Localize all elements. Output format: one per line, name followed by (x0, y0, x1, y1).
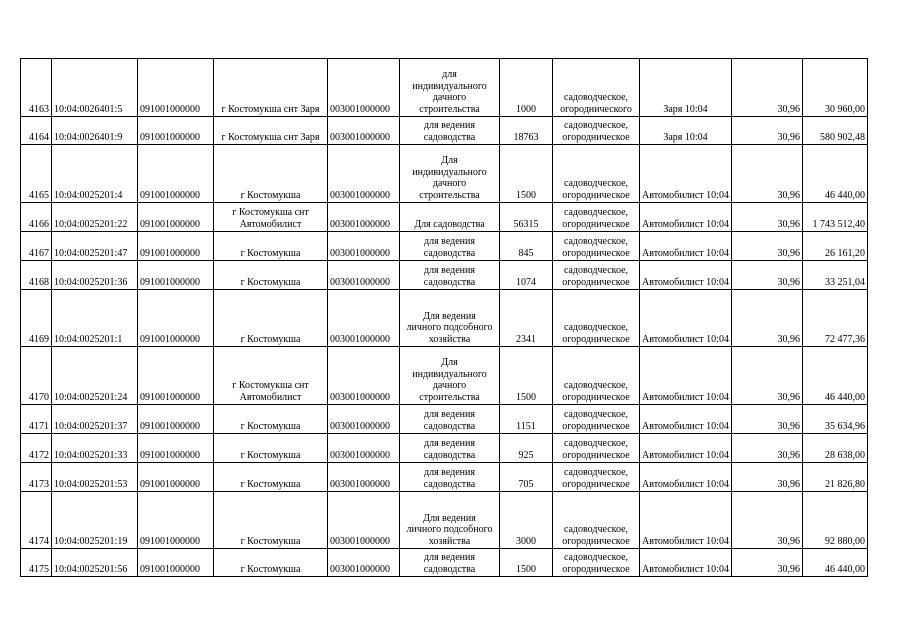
address-cell (214, 145, 328, 203)
cadastral-number-cell: 10:04:0026401:9 (52, 117, 138, 145)
oktmo-cell: 003001000000 (328, 405, 400, 434)
land-category-cell-line: садоводческое, (563, 207, 629, 218)
row-number-cell: 4175 (21, 549, 52, 577)
cadastral-quarter-cell: Автомобилист 10:04 (640, 203, 732, 232)
specific-value-cell: 30,96 (731, 405, 802, 434)
address-cell-line: Автомобилист (239, 218, 302, 230)
land-category-cell-line: огородническое (562, 333, 630, 345)
permitted-use-cell (400, 232, 500, 261)
table-row (21, 203, 868, 232)
row-number-cell: 4171 (21, 405, 52, 434)
land-category-cell-line: садоводческое, (563, 178, 629, 189)
row-number-cell: 4174 (21, 492, 52, 549)
land-category-cell-line: огородническое (562, 478, 630, 490)
area-cell: 1500 (500, 145, 553, 203)
cadastral-quarter-cell: Автомобилист 10:04 (640, 261, 732, 290)
permitted-use-cell-line: для ведения (424, 265, 475, 276)
land-category-cell-line: огородническое (562, 218, 630, 230)
land-category-cell-line: садоводческое, (563, 438, 629, 449)
cadastral-value-cell: 35 634,96 (802, 405, 867, 434)
address-cell (214, 290, 328, 347)
land-category-cell (553, 145, 640, 203)
cadastral-number-cell: 10:04:0025201:22 (52, 203, 138, 232)
address-cell (214, 203, 328, 232)
area-cell: 1074 (500, 261, 553, 290)
permitted-use-cell-line: для ведения (424, 438, 475, 449)
address-cell (214, 59, 328, 117)
permitted-use-cell (400, 549, 500, 577)
address-cell (214, 261, 328, 290)
permitted-use-cell-line: строительства (419, 391, 480, 403)
cadastral-value-cell: 46 440,00 (802, 145, 867, 203)
land-category-cell-line: садоводческое, (563, 467, 629, 478)
oktmo-cell: 003001000000 (328, 117, 400, 145)
cadastral-number-cell: 10:04:0025201:37 (52, 405, 138, 434)
land-category-cell (553, 261, 640, 290)
address-cell-line: г Костомукша (240, 535, 301, 547)
area-cell: 925 (500, 434, 553, 463)
cadastral-quarter-cell: Автомобилист 10:04 (640, 463, 732, 492)
area-cell: 1500 (500, 347, 553, 405)
address-cell (214, 117, 328, 145)
address-cell-line: г Костомукша (240, 247, 301, 259)
specific-value-cell: 30,96 (731, 492, 802, 549)
oktmo-cell: 003001000000 (328, 145, 400, 203)
cadastral-value-cell: 92 880,00 (802, 492, 867, 549)
code-cell: 091001000000 (138, 434, 214, 463)
address-cell (214, 434, 328, 463)
address-cell-line: г Костомукша (240, 420, 301, 432)
code-cell: 091001000000 (138, 232, 214, 261)
cadastral-number-cell: 10:04:0025201:33 (52, 434, 138, 463)
cadastral-value-table (20, 58, 868, 577)
land-category-cell-line: огородническое (562, 189, 630, 201)
oktmo-cell: 003001000000 (328, 59, 400, 117)
land-category-cell-line: садоводческое, (563, 552, 629, 563)
cadastral-value-cell: 26 161,20 (802, 232, 867, 261)
code-cell: 091001000000 (138, 347, 214, 405)
table-row (21, 463, 868, 492)
permitted-use-cell-line: строительства (419, 103, 480, 115)
row-number-cell: 4170 (21, 347, 52, 405)
permitted-use-cell-line: Для ведения (423, 512, 476, 524)
permitted-use-cell (400, 463, 500, 492)
permitted-use-cell (400, 145, 500, 203)
permitted-use-cell-line: для ведения (424, 467, 475, 478)
specific-value-cell: 30,96 (731, 290, 802, 347)
code-cell: 091001000000 (138, 463, 214, 492)
area-cell: 845 (500, 232, 553, 261)
land-category-cell (553, 59, 640, 117)
table-row (21, 492, 868, 549)
area-cell: 1500 (500, 549, 553, 577)
land-category-cell (553, 492, 640, 549)
permitted-use-cell-line: строительства (419, 189, 480, 201)
specific-value-cell: 30,96 (731, 59, 802, 117)
permitted-use-cell (400, 492, 500, 549)
address-cell (214, 232, 328, 261)
cadastral-value-cell: 72 477,36 (802, 290, 867, 347)
permitted-use-cell-line: для ведения (424, 236, 475, 247)
cadastral-number-cell: 10:04:0025201:47 (52, 232, 138, 261)
specific-value-cell: 30,96 (731, 117, 802, 145)
row-number-cell: 4165 (21, 145, 52, 203)
land-category-cell-line: огородническое (562, 131, 630, 143)
code-cell: 091001000000 (138, 261, 214, 290)
cadastral-number-cell: 10:04:0025201:24 (52, 347, 138, 405)
cadastral-value-cell: 30 960,00 (802, 59, 867, 117)
permitted-use-cell-line: садоводства (423, 478, 476, 490)
land-category-cell (553, 232, 640, 261)
area-cell: 1151 (500, 405, 553, 434)
row-number-cell: 4169 (21, 290, 52, 347)
cadastral-quarter-cell: Автомобилист 10:04 (640, 145, 732, 203)
specific-value-cell: 30,96 (731, 203, 802, 232)
land-category-cell (553, 463, 640, 492)
code-cell: 091001000000 (138, 405, 214, 434)
table-row (21, 59, 868, 117)
cadastral-quarter-cell: Автомобилист 10:04 (640, 405, 732, 434)
address-cell-line: г Костомукша снт Заря (221, 103, 320, 115)
specific-value-cell: 30,96 (731, 347, 802, 405)
cadastral-value-cell: 46 440,00 (802, 347, 867, 405)
cadastral-quarter-cell: Автомобилист 10:04 (640, 492, 732, 549)
permitted-use-cell (400, 261, 500, 290)
code-cell: 091001000000 (138, 549, 214, 577)
table-row (21, 434, 868, 463)
cadastral-quarter-cell: Автомобилист 10:04 (640, 434, 732, 463)
permitted-use-cell-line: дачного (432, 380, 467, 391)
code-cell: 091001000000 (138, 290, 214, 347)
permitted-use-cell-line: садоводства (423, 131, 476, 143)
permitted-use-cell-line: садоводства (423, 449, 476, 461)
oktmo-cell: 003001000000 (328, 290, 400, 347)
permitted-use-cell-line: индивидуального (412, 80, 487, 92)
oktmo-cell: 003001000000 (328, 463, 400, 492)
oktmo-cell: 003001000000 (328, 261, 400, 290)
permitted-use-cell-line: для ведения (424, 409, 475, 420)
permitted-use-cell-line: Для (441, 357, 458, 368)
address-cell-line: г Костомукша снт Заря (221, 131, 320, 143)
permitted-use-cell-line: для ведения (424, 120, 475, 131)
permitted-use-cell-line: Для садоводства (414, 218, 485, 230)
land-category-cell (553, 203, 640, 232)
row-number-cell: 4163 (21, 59, 52, 117)
land-category-cell-line: огородническое (562, 276, 630, 288)
permitted-use-cell-line: хозяйства (428, 535, 471, 547)
area-cell: 56315 (500, 203, 553, 232)
permitted-use-cell-line: дачного (432, 92, 467, 103)
row-number-cell: 4164 (21, 117, 52, 145)
code-cell: 091001000000 (138, 117, 214, 145)
land-category-cell-line: садоводческое, (563, 322, 629, 333)
table-row (21, 232, 868, 261)
address-cell (214, 492, 328, 549)
specific-value-cell: 30,96 (731, 145, 802, 203)
address-cell-line: г Костомукша (240, 478, 301, 490)
land-category-cell-line: садоводческое, (563, 236, 629, 247)
oktmo-cell: 003001000000 (328, 232, 400, 261)
code-cell: 091001000000 (138, 145, 214, 203)
permitted-use-cell (400, 59, 500, 117)
specific-value-cell: 30,96 (731, 232, 802, 261)
cadastral-quarter-cell: Автомобилист 10:04 (640, 290, 732, 347)
cadastral-number-cell: 10:04:0025201:4 (52, 145, 138, 203)
oktmo-cell: 003001000000 (328, 347, 400, 405)
permitted-use-cell-line: Для ведения (423, 310, 476, 322)
oktmo-cell: 003001000000 (328, 203, 400, 232)
table-row (21, 549, 868, 577)
permitted-use-cell-line: садоводства (423, 420, 476, 432)
permitted-use-cell-line: для (442, 69, 457, 80)
address-cell (214, 405, 328, 434)
land-category-cell-line: огородническое (562, 535, 630, 547)
area-cell: 1000 (500, 59, 553, 117)
table-row (21, 347, 868, 405)
address-cell-line: г Костомукша (240, 333, 301, 345)
permitted-use-cell-line: дачного (432, 178, 467, 189)
land-category-cell-line: садоводческое, (563, 265, 629, 276)
row-number-cell: 4166 (21, 203, 52, 232)
permitted-use-cell-line: индивидуального (412, 368, 487, 380)
oktmo-cell: 003001000000 (328, 434, 400, 463)
land-category-cell (553, 290, 640, 347)
cadastral-quarter-cell: Заря 10:04 (640, 59, 732, 117)
specific-value-cell: 30,96 (731, 463, 802, 492)
permitted-use-cell (400, 203, 500, 232)
specific-value-cell: 30,96 (731, 261, 802, 290)
table-row (21, 117, 868, 145)
address-cell (214, 347, 328, 405)
permitted-use-cell (400, 347, 500, 405)
area-cell: 2341 (500, 290, 553, 347)
permitted-use-cell-line: хозяйства (428, 333, 471, 345)
land-category-cell-line: садоводческое, (563, 409, 629, 420)
permitted-use-cell (400, 290, 500, 347)
land-category-cell (553, 549, 640, 577)
table-body (21, 59, 868, 577)
address-cell-line: г Костомукша (240, 563, 301, 575)
permitted-use-cell-line: индивидуального (412, 166, 487, 178)
row-number-cell: 4167 (21, 232, 52, 261)
table-row (21, 290, 868, 347)
cadastral-value-cell: 28 638,00 (802, 434, 867, 463)
code-cell: 091001000000 (138, 203, 214, 232)
land-category-cell-line: огородническое (562, 449, 630, 461)
code-cell: 091001000000 (138, 59, 214, 117)
cadastral-quarter-cell: Автомобилист 10:04 (640, 549, 732, 577)
cadastral-value-cell: 1 743 512,40 (802, 203, 867, 232)
land-category-cell-line: огородническое (562, 391, 630, 403)
row-number-cell: 4172 (21, 434, 52, 463)
land-category-cell-line: садоводческое, (563, 120, 629, 131)
permitted-use-cell (400, 405, 500, 434)
address-cell-line: г Костомукша (240, 276, 301, 288)
land-category-cell (553, 434, 640, 463)
permitted-use-cell-line: Для (441, 155, 458, 166)
cadastral-number-cell: 10:04:0025201:19 (52, 492, 138, 549)
land-category-cell-line: огородническое (562, 247, 630, 259)
area-cell: 18763 (500, 117, 553, 145)
cadastral-quarter-cell: Заря 10:04 (640, 117, 732, 145)
land-category-cell-line: огороднического (560, 103, 632, 115)
address-cell-line: Автомобилист (239, 391, 302, 403)
address-cell (214, 549, 328, 577)
permitted-use-cell-line: садоводства (423, 276, 476, 288)
land-category-cell-line: садоводческое, (563, 92, 629, 103)
address-cell (214, 463, 328, 492)
cadastral-quarter-cell: Автомобилист 10:04 (640, 232, 732, 261)
address-cell-line: г Костомукша снт (232, 207, 309, 218)
land-category-cell-line: садоводческое, (563, 524, 629, 535)
land-category-cell-line: огородническое (562, 420, 630, 432)
cadastral-value-cell: 33 251,04 (802, 261, 867, 290)
oktmo-cell: 003001000000 (328, 549, 400, 577)
code-cell: 091001000000 (138, 492, 214, 549)
specific-value-cell: 30,96 (731, 549, 802, 577)
row-number-cell: 4168 (21, 261, 52, 290)
cadastral-number-cell: 10:04:0026401:5 (52, 59, 138, 117)
cadastral-quarter-cell: Автомобилист 10:04 (640, 347, 732, 405)
address-cell-line: г Костомукша (240, 189, 301, 201)
cadastral-value-cell: 580 902,48 (802, 117, 867, 145)
oktmo-cell: 003001000000 (328, 492, 400, 549)
land-category-cell (553, 117, 640, 145)
area-cell: 3000 (500, 492, 553, 549)
cadastral-number-cell: 10:04:0025201:36 (52, 261, 138, 290)
permitted-use-cell-line: для ведения (424, 552, 475, 563)
cadastral-number-cell: 10:04:0025201:1 (52, 290, 138, 347)
table-row (21, 145, 868, 203)
permitted-use-cell-line: личного подсобного (406, 322, 493, 333)
permitted-use-cell-line: садоводства (423, 563, 476, 575)
row-number-cell: 4173 (21, 463, 52, 492)
permitted-use-cell (400, 434, 500, 463)
address-cell-line: г Костомукша (240, 449, 301, 461)
land-category-cell-line: садоводческое, (563, 380, 629, 391)
table-row (21, 261, 868, 290)
cadastral-value-cell: 46 440,00 (802, 549, 867, 577)
permitted-use-cell (400, 117, 500, 145)
area-cell: 705 (500, 463, 553, 492)
table-row (21, 405, 868, 434)
cadastral-number-cell: 10:04:0025201:53 (52, 463, 138, 492)
permitted-use-cell-line: садоводства (423, 247, 476, 259)
land-category-cell-line: огородническое (562, 563, 630, 575)
address-cell-line: г Костомукша снт (232, 380, 309, 391)
cadastral-number-cell: 10:04:0025201:56 (52, 549, 138, 577)
land-category-cell (553, 405, 640, 434)
cadastral-value-cell: 21 826,80 (802, 463, 867, 492)
permitted-use-cell-line: личного подсобного (406, 524, 493, 535)
land-category-cell (553, 347, 640, 405)
specific-value-cell: 30,96 (731, 434, 802, 463)
